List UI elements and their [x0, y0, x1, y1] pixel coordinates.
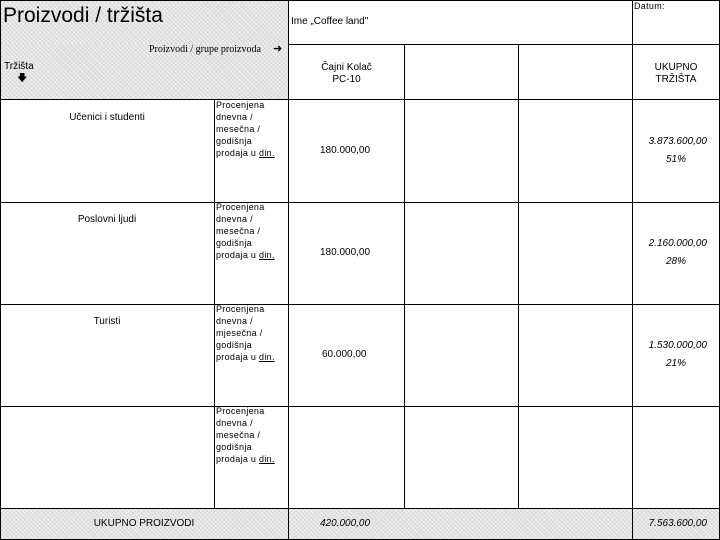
total-products-value: 420.000,00 [320, 518, 371, 529]
desc-line4 [216, 352, 275, 364]
desc-line4 [216, 148, 275, 160]
total-markets-header-line2: TRŽIŠTA [655, 74, 697, 85]
desc-line1: Procenjena [216, 100, 265, 110]
desc-line4 [216, 454, 275, 466]
product-header-code: PC-10 [332, 74, 361, 85]
product-header-name: Čajni Kolač [321, 62, 372, 73]
desc-line3: godišnja [216, 442, 252, 452]
company-name: Ime „Coffee land" [291, 16, 369, 27]
total-markets-header-line1: UKUPNO [654, 62, 698, 73]
product-value: 180.000,00 [320, 145, 371, 156]
share-value: 28% [665, 256, 686, 267]
market-name: Poslovni ljudi [77, 214, 137, 225]
desc-unit: din. [259, 352, 275, 362]
desc-unit: din. [259, 148, 275, 158]
desc-line4 [216, 250, 275, 262]
products-groups-label: Proizvodi / grupe proizvoda [149, 44, 261, 55]
desc-unit: din. [259, 454, 275, 464]
desc-line2: dnevna / [216, 418, 253, 428]
total-products-label: UKUPNO PROIZVODI [93, 518, 195, 529]
desc-prefix: prodaja u [216, 148, 260, 158]
share-value: 51% [665, 154, 686, 165]
product-value: 60.000,00 [322, 349, 367, 360]
grand-total-value: 7.563.600,00 [648, 518, 707, 529]
desc-period: mjesečna / [216, 328, 263, 338]
desc-line1: Procenjena [216, 202, 265, 212]
desc-line3: godišnja [216, 238, 252, 248]
desc-line2: dnevna / [216, 112, 253, 122]
desc-line3: godišnja [216, 136, 252, 146]
desc-line1: Procenjena [216, 406, 265, 416]
market-name: Turisti [93, 316, 121, 327]
desc-prefix: prodaja u [216, 250, 260, 260]
desc-line1: Procenjena [216, 304, 265, 314]
desc-line2: dnevna / [216, 214, 253, 224]
markets-label: Tržišta [4, 61, 34, 72]
market-name: Učenici i studenti [69, 112, 145, 123]
desc-line2: dnevna / [216, 316, 253, 326]
desc-prefix: prodaja u [216, 352, 260, 362]
desc-period: mesečna / [216, 430, 261, 440]
total-value: 2.160.000,00 [648, 238, 707, 249]
total-value: 1.530.000,00 [648, 340, 707, 351]
date-label: Datum: [634, 1, 665, 11]
total-value: 3.873.600,00 [648, 136, 707, 147]
arrow-right-icon: ➜ [273, 43, 283, 55]
page-title: Proizvodi / tržišta [3, 4, 163, 27]
desc-prefix: prodaja u [216, 454, 260, 464]
desc-period: mesečna / [216, 226, 261, 236]
desc-line3: godišnja [216, 340, 252, 350]
desc-unit: din. [259, 250, 275, 260]
product-value: 180.000,00 [320, 247, 371, 258]
arrow-down-icon: 🡇 [17, 73, 28, 84]
share-value: 21% [665, 358, 686, 369]
desc-period: mesečna / [216, 124, 261, 134]
